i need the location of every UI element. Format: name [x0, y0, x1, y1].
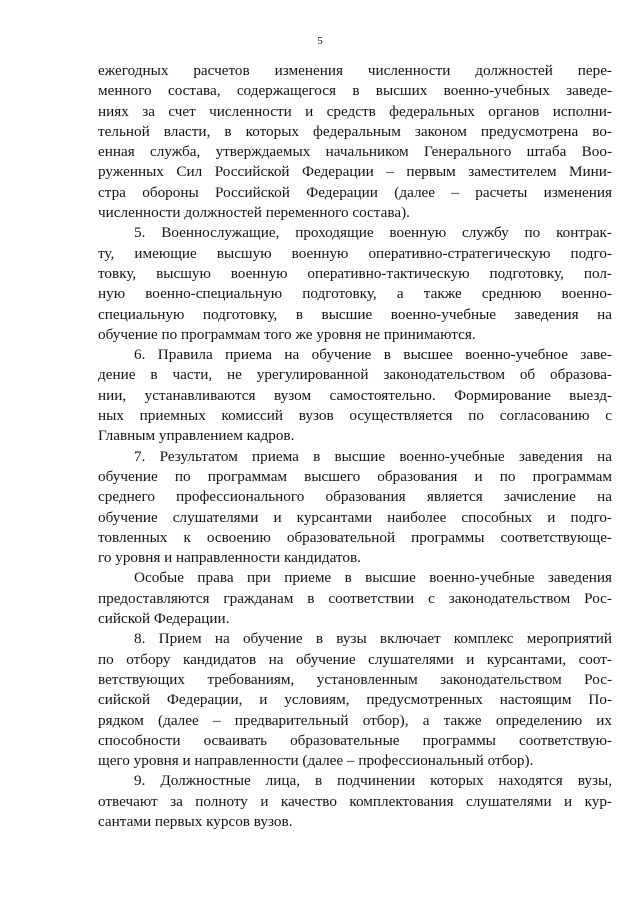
text-line: го уровня и направленности кандидатов.: [98, 549, 361, 567]
text-line: обучение по программам того же уровня не принимаются.: [98, 325, 476, 343]
page-number: 5: [317, 35, 323, 47]
paragraph-7-special-rights: [98, 568, 612, 629]
text-line: отвечают за полноту и качество комплектования слушателями и кур-: [98, 792, 612, 810]
text-line: Особые права при приеме в высшие военно-учебные заведения: [134, 569, 612, 587]
text-line: обучение по программам высшего образования и по программам: [98, 467, 612, 485]
text-line: 7. Результатом приема в высшие военно-учебные заведения на: [134, 447, 612, 465]
text-line: щего уровня и направленности (далее – профессиональный отбор).: [98, 752, 534, 770]
text-line: сийской Федерации.: [98, 610, 230, 628]
text-line: ных приемных комиссий вузов осуществляется по согласованию с: [98, 407, 612, 425]
text-line: 9. Должностные лица, в подчинении которых находятся вузы,: [134, 772, 612, 790]
text-line: специальную подготовку, в высшие военно-учебные заведения на: [98, 305, 612, 323]
paragraph-5: [98, 223, 612, 345]
text-line: ниях за счет численности и средств федеральных органов исполни-: [98, 102, 612, 120]
document-body: [98, 61, 612, 832]
text-line: среднего профессионального образования является зачисление на: [98, 488, 612, 506]
text-line: предоставляются гражданам в соответствии с законодательством Рос-: [98, 589, 612, 607]
paragraph-8: [98, 629, 612, 771]
paragraph-7: [98, 447, 612, 569]
text-line: менного состава, содержащегося в высших военно-учебных заведе-: [98, 82, 612, 100]
text-line: по отбору кандидатов на обучение слушателями и курсантами, соот-: [98, 650, 612, 668]
text-line: сийской Федерации, и условиям, предусмотренных настоящим По-: [98, 691, 612, 709]
paragraph-9: [98, 771, 612, 832]
text-line: ежегодных расчетов изменения численности должностей пере-: [98, 62, 612, 79]
text-line: способности осваивать образовательные программы соответствую-: [98, 731, 612, 749]
text-line: товку, высшую военную оперативно-тактическую подготовку, пол-: [98, 264, 612, 282]
text-line: нии, устанавливаются вузом самостоятельно. Формирование выезд-: [98, 386, 612, 404]
text-line: 5. Военнослужащие, проходящие военную службу по контрак-: [134, 224, 612, 242]
text-line: сантами первых курсов вузов.: [98, 812, 293, 830]
text-line: обучение слушателями и курсантами наиболее способных и подго-: [98, 508, 612, 526]
text-line: ную военно-специальную подготовку, а также среднюю военно-: [98, 285, 612, 303]
text-line: руженных Сил Российской Федерации – первым заместителем Мини-: [98, 163, 612, 181]
text-line: рядком (далее – предварительный отбор), а также определению их: [98, 711, 612, 729]
text-line: 8. Прием на обучение в вузы включает комплекс мероприятий: [134, 630, 612, 648]
paragraph-continuation: [98, 61, 612, 223]
text-line: тельной власти, в которых федеральным законом предусмотрена во-: [98, 122, 612, 140]
text-line: дение в части, не урегулированной законодательством об образова-: [98, 366, 612, 384]
paragraph-6: [98, 345, 612, 446]
text-line: енная служба, утверждаемых начальником Генерального штаба Воо-: [98, 143, 612, 161]
text-line: 6. Правила приема на обучение в высшее военно-учебное заве-: [134, 346, 612, 364]
text-line: ветствующих требованиям, установленным законодательством Рос-: [98, 670, 612, 688]
text-line: численности должностей переменного состава).: [98, 204, 410, 222]
text-line: стра обороны Российской Федерации (далее – расчеты изменения: [98, 183, 612, 201]
text-line: Главным управлением кадров.: [98, 427, 295, 445]
text-line: товленных к освоению образовательной программы соответствующе-: [98, 528, 612, 546]
text-line: ту, имеющие высшую военную оперативно-стратегическую подго-: [98, 244, 612, 262]
